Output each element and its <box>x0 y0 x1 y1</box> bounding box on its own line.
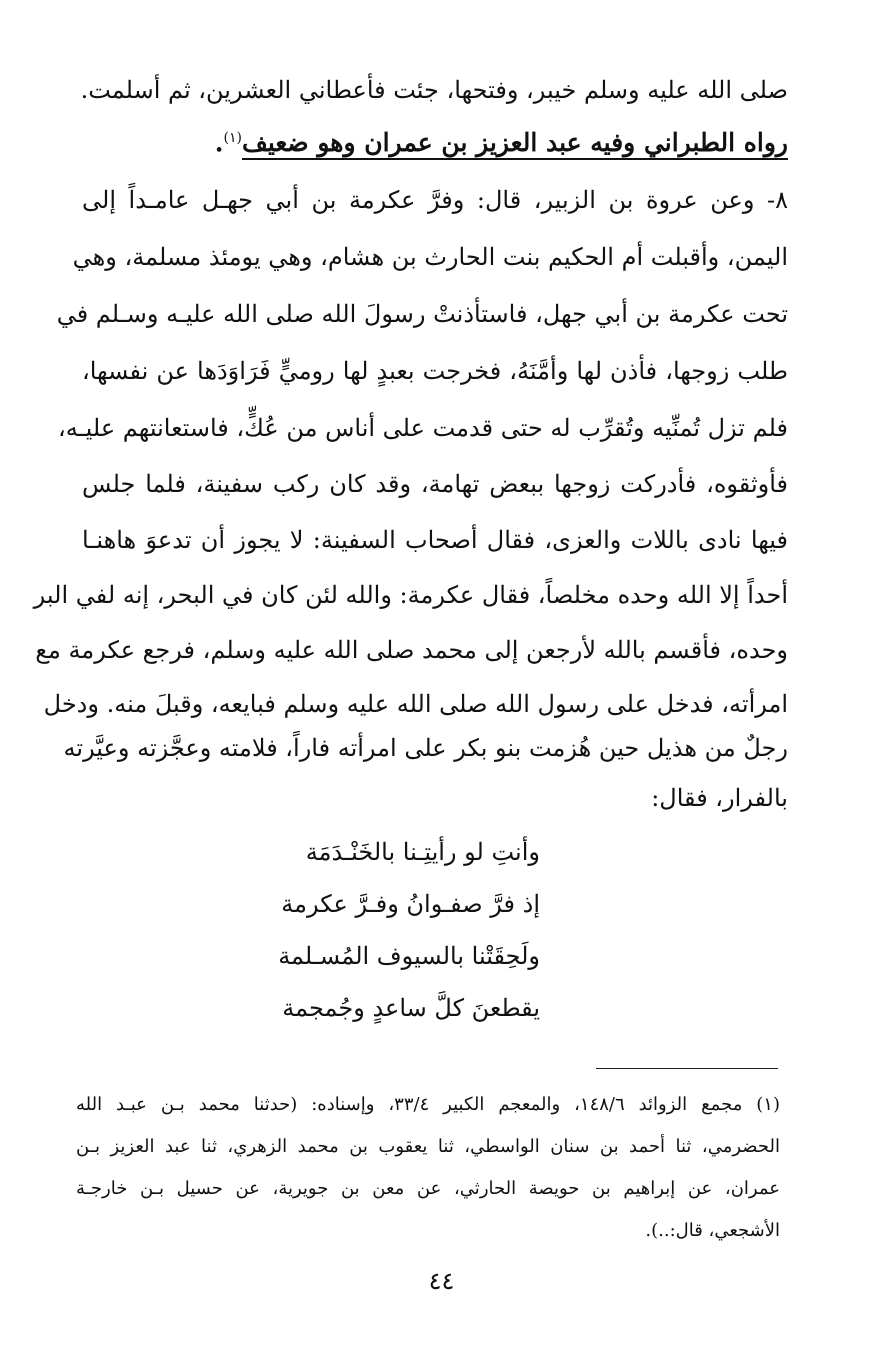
poem-verse-4: يقطعنَ كلَّ ساعدٍ وجُمجمة <box>282 994 540 1022</box>
opening-line: صلى الله عليه وسلم خيبر، وفتحها، جئت فأعطاني العشرين، ثم أسلمت. <box>80 76 788 104</box>
footnote-ref: (١) <box>223 130 242 146</box>
footnote-line-1: (١) مجمع الزوائد ١٤٨/٦، والمعجم الكبير ٣٣/٤، وإسناده: (حدثنا محمد بـن عبـد الله <box>76 1094 780 1115</box>
hadith-line-7: فيها نادى باللات والعزى، فقال أصحاب السفينة: لا يجوز أن تدعوَ هاهنـا <box>82 526 788 554</box>
hadith-line-10: امرأته، فدخل على رسول الله صلى الله عليه وسلم فبايعه، وقبلَ منه. ودخل <box>43 690 788 718</box>
hadith-line-1: ٨- وعن عروة بن الزبير، قال: وفرَّ عكرمة بن أبي جهـل عامـداً إلى <box>82 186 788 214</box>
hadith-line-9: وحده، فأقسم بالله لأرجعن إلى محمد صلى الله عليه وسلم، فرجع عكرمة مع <box>35 636 788 664</box>
footnote-line-3: عمران، عن إبراهيم بن حويصة الحارثي، عن معن بن جويرية، عن حسيل بـن خارجـة <box>76 1178 780 1199</box>
hadith-line-3: تحت عكرمة بن أبي جهل، فاستأذنتْ رسولَ الله صلى الله عليـه وسـلم في <box>56 300 788 328</box>
source-note <box>215 118 788 163</box>
hadith-line-5: فلم تزل تُمنِّيه وتُقرِّب له حتى قدمت على أناس من عُكٍّ، فاستعانتهم عليـه، <box>58 414 788 442</box>
hadith-line-12: بالفرار، فقال: <box>651 784 788 812</box>
source-note-period: . <box>214 128 224 158</box>
poem-verse-2: إذ فرَّ صفـوانُ وفـرَّ عكرمة <box>281 890 540 918</box>
poem-verse-3: ولَحِقَتْنا بالسيوف المُسـلمة <box>278 942 540 970</box>
hadith-line-11: رجلٌ من هذيل حين هُزمت بنو بكر على امرأته فاراً، فلامته وعجَّزته وعيَّرته <box>63 734 788 762</box>
footnote-line-2: الحضرمي، ثنا أحمد بن سنان الواسطي، ثنا يعقوب بن محمد الزهري، ثنا عبد العزيز بـن <box>76 1136 780 1157</box>
page-number: ٤٤ <box>428 1267 455 1295</box>
hadith-line-6: فأوثقوه، فأدركت زوجها ببعض تهامة، وقد كان ركب سفينة، فلما جلس <box>82 470 788 498</box>
hadith-line-2: اليمن، وأقبلت أم الحكيم بنت الحارث بن هشام، وهي يومئذ مسلمة، وهي <box>72 243 788 271</box>
hadith-line-4: طلب زوجها، فأذن لها وأمَّنَهُ، فخرجت بعبدٍ لها روميٍّ فَرَاوَدَها عن نفسها، <box>82 357 788 385</box>
footnote-divider <box>596 1068 778 1069</box>
poem-verse-1: وأنتِ لو رأيتِـنا بالخَنْـدَمَة <box>305 838 540 866</box>
source-note-text: رواه الطبراني وفيه عبد العزيز بن عمران وهو ضعيف <box>242 128 788 160</box>
footnote-line-4: الأشجعي، قال:..). <box>645 1220 780 1241</box>
hadith-line-8: أحداً إلا الله وحده مخلصاً، فقال عكرمة: والله لئن كان في البحر، إنه لفي البر <box>33 581 788 609</box>
